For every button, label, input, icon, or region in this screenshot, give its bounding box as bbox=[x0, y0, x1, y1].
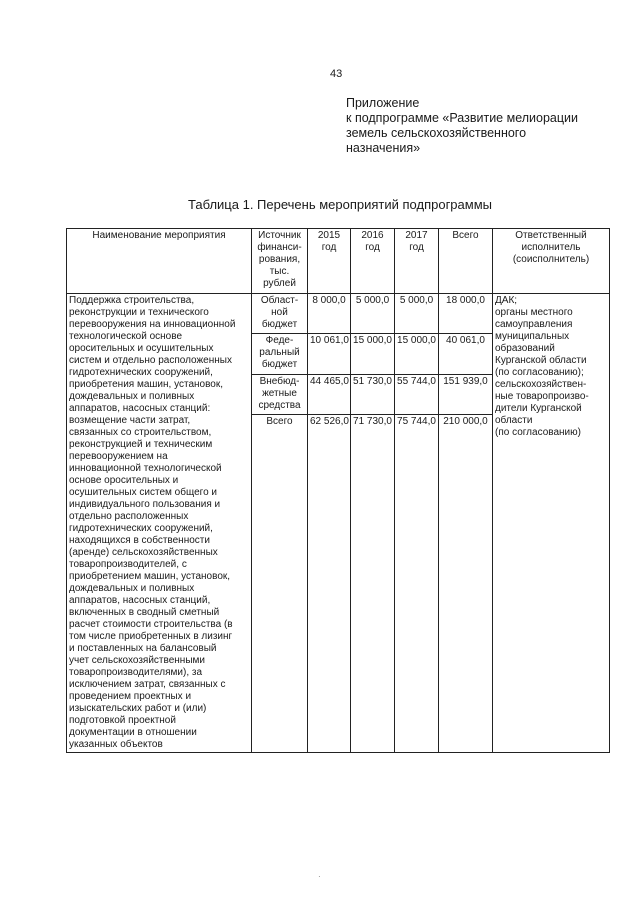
page-number: 43 bbox=[330, 68, 343, 80]
value-2015-cell: 8 000,0 bbox=[308, 294, 351, 334]
header-2015: 2015 год bbox=[308, 229, 351, 294]
header-executor: Ответственный исполнитель (соисполнитель) bbox=[493, 229, 610, 294]
appendix-line: назначения» bbox=[346, 141, 421, 155]
appendix-line: к подпрограмме «Развитие мелиорации bbox=[346, 111, 578, 125]
header-total: Всего bbox=[439, 229, 493, 294]
table-header-row bbox=[67, 229, 610, 294]
source-cell: Внебюд- жетные средства bbox=[252, 374, 308, 414]
header-funding-source: Источник финанси- рования, тыс. рублей bbox=[252, 229, 308, 294]
header-measure-name: Наименование мероприятия bbox=[67, 229, 252, 294]
header-2016: 2016 год bbox=[351, 229, 395, 294]
value-2016-cell: 71 730,0 bbox=[351, 415, 395, 753]
value-total-cell: 210 000,0 bbox=[439, 415, 493, 753]
executor-cell: ДАК; органы местного самоуправления муниципальных образований Курганской области (по согласованию); сельскохозяйствен- ные товаропроизво- дители Курганской области (по согласованию) bbox=[493, 294, 610, 753]
value-total-cell: 40 061,0 bbox=[439, 334, 493, 374]
value-2017-cell: 5 000,0 bbox=[395, 294, 439, 334]
appendix-heading bbox=[346, 96, 578, 156]
value-2017-cell: 15 000,0 bbox=[395, 334, 439, 374]
value-2016-cell: 15 000,0 bbox=[351, 334, 395, 374]
value-2017-cell: 75 744,0 bbox=[395, 415, 439, 753]
measure-name-cell: Поддержка строительства, реконструкции и технического перевооружения на инновационной технологической основе оросительных и осушительных систем и отдельно расположенных гидротехнических сооружений, приобретения машин, установок, дождевальных и поливных аппаратов, насосных станций: возмещение части затрат, связанных со строительством, реконструкцией и техническим перевооружением на инновационной технологической основе оросительных и осушительных систем общего и индивидуального пользования и отдельно расположенных гидротехнических сооружений, находящихся в собственности (аренде) сельскохозяйственных товаропроизводителей, с приобретением машин, установок, дождевальных и поливных аппаратов, насосных станций, включенных в сводный сметный расчет стоимости строительства (в том числе приобретенных в лизинг и поставленных на балансовый учет сельскохозяйственными товаропроизводителями), за исключением затрат, связанных с проведением проектных и изыскательских работ и (или) подготовкой проектной документации в отношении указанных объектов bbox=[67, 294, 252, 753]
value-2016-cell: 5 000,0 bbox=[351, 294, 395, 334]
source-cell: Феде- ральный бюджет bbox=[252, 334, 308, 374]
source-cell: Област- ной бюджет bbox=[252, 294, 308, 334]
value-2016-cell: 51 730,0 bbox=[351, 374, 395, 414]
value-total-cell: 151 939,0 bbox=[439, 374, 493, 414]
value-2015-cell: 44 465,0 bbox=[308, 374, 351, 414]
source-cell: Всего bbox=[252, 415, 308, 753]
value-2017-cell: 55 744,0 bbox=[395, 374, 439, 414]
appendix-line: земель сельскохозяйственного bbox=[346, 126, 527, 140]
value-total-cell: 18 000,0 bbox=[439, 294, 493, 334]
table-row bbox=[67, 294, 610, 334]
measures-table bbox=[66, 228, 610, 753]
value-2015-cell: 62 526,0 bbox=[308, 415, 351, 753]
table-caption: Таблица 1. Перечень мероприятий подпрограммы bbox=[188, 197, 492, 212]
header-2017: 2017 год bbox=[395, 229, 439, 294]
appendix-line: Приложение bbox=[346, 96, 420, 110]
value-2015-cell: 10 061,0 bbox=[308, 334, 351, 374]
scan-speck: · bbox=[318, 872, 321, 881]
